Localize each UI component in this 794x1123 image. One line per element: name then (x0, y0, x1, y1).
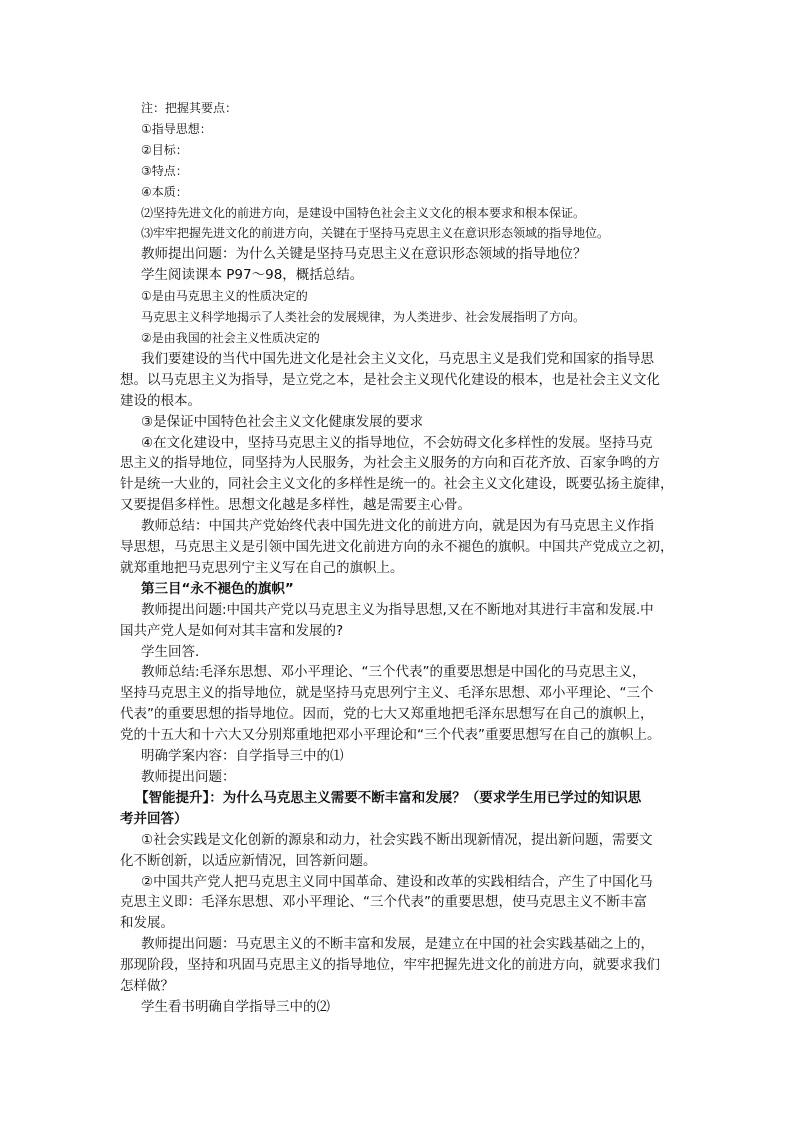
paragraph (141, 746, 681, 767)
paragraph (120, 433, 681, 517)
text-line: ⑵坚持先进文化的前进方向，是建设中国特色社会主义文化的根本要求和根本保证。 (141, 205, 586, 220)
paragraph-line: 克思主义即：毛泽东思想、邓小平理论、“三个代表”的重要思想，使马克思主义不断丰富 (120, 894, 647, 911)
paragraph-first-line: 我们要建设的当代中国先进文化是社会主义文化，马克思主义是我们党和国家的指导思 (141, 350, 654, 367)
paragraph-line: 想。以马克思主义为指导，是立党之本，是社会主义现代化建设的根本，也是社会主义文化 (120, 371, 660, 388)
paragraph-first-line: 教师提出问题：马克思主义的不断丰富和发展，是建立在中国的社会实践基础之上的， (141, 936, 654, 953)
paragraph-line: 思主义的指导地位，同坚持为人民服务，为社会主义服务的方向和百花齐放、百家争鸣的方 (120, 455, 660, 472)
paragraph-first-line: 教师提出问题： (141, 769, 236, 785)
text-line: ④本质： (141, 184, 188, 199)
paragraph-first-line: 明确学案内容：自学指导三中的⑴ (141, 748, 344, 765)
paragraph-first-line: 教师总结：中国共产党始终代表中国先进文化的前进方向，就是因为有马克思主义作指 (141, 518, 654, 535)
text-line: 教师提出问题：为什么关键是坚持马克思主义在意识形态领域的指导地位？ (141, 246, 587, 263)
paragraph-line: 怎样做？ (120, 978, 174, 995)
section-heading: 第三目“永不褪色的旗帜” (141, 580, 294, 597)
text-line: 学生阅读课本 P97～98，概括总结。 (141, 267, 364, 284)
paragraph (141, 642, 681, 663)
paragraph-line: 又要提倡多样性。思想文化越是多样性，越是需要主心骨。 (120, 497, 471, 514)
paragraph-first-line: 学生回答. (141, 643, 200, 660)
text-line: ⑶牢牢把握先进文化的前进方向，关键在于坚持马克思主义在意识形态领域的指导地位。 (141, 226, 610, 241)
text-line: 马克思主义科学地揭示了人类社会的发展规律，为人类进步、社会发展指明了方向。 (141, 310, 586, 325)
paragraph (120, 349, 681, 412)
paragraph (120, 934, 681, 997)
paragraph-line: 坚持马克思主义的指导地位，就是坚持马克思列宁主义、毛泽东思想、邓小平理论、“三个 (120, 685, 654, 702)
paragraph-line: 针是统一大业的，同社会主义文化的多样性是统一的。社会主义文化建设，既要弘扬主旋律， (120, 476, 674, 493)
paragraph-line: 和发展。 (120, 915, 174, 932)
text-line: ①是由马克思主义的性质决定的 (141, 289, 308, 304)
paragraph (120, 600, 681, 642)
paragraph (120, 662, 681, 746)
text-line: 注：把握其要点： (141, 101, 238, 115)
paragraph-first-line: ②中国共产党人把马克思主义同中国革命、建设和改革的实践相结合，产生了中国化马 (141, 873, 653, 890)
paragraph-line: 那现阶段，坚持和巩固马克思主义的指导地位，牢牢把握先进文化的前进方向，就要求我们 (120, 957, 660, 974)
paragraph-first-line: 教师提出问题:中国共产党以马克思主义为指导思想,又在不断地对其进行丰富和发展.中 (141, 601, 654, 618)
paragraph-first-line: 学生看书明确自学指导三中的⑵ (141, 998, 330, 1015)
paragraph-line: 代表”的重要思想的指导地位。因而，党的七大又郑重地把毛泽东思想写在自己的旗帜上， (120, 706, 654, 723)
paragraph-line: 考并回答） (120, 810, 188, 827)
paragraph-line: 党的十五大和十六大又分别郑重地把邓小平理论和“三个代表”重要思想写在自己的旗帜上。 (120, 727, 661, 744)
text-line: ②是由我国的社会主义性质决定的 (141, 330, 320, 345)
paragraph-line: 导思想，马克思主义是引领中国先进文化前进方向的永不褪色的旗帜。中国共产党成立之初， (120, 539, 674, 556)
paragraph-first-line: 教师总结:毛泽东思想、邓小平理论、“三个代表”的重要思想是中国化的马克思主义， (141, 664, 646, 681)
paragraph (141, 767, 681, 788)
paragraph-line: 国共产党人是如何对其丰富和发展的? (120, 622, 344, 639)
paragraph-line: 化不断创新，以适应新情况，回答新问题。 (120, 852, 377, 869)
text-line: ②目标： (141, 142, 188, 157)
paragraph (141, 412, 681, 433)
paragraph-highlight (120, 788, 681, 830)
text-line: ③特点： (141, 163, 188, 178)
document-body (120, 98, 681, 1018)
paragraph-first-line: ①社会实践是文化创新的源泉和动力，社会实践不断出现新情况，提出新问题，需要文 (141, 831, 653, 848)
paragraph-line: 就郑重地把马克思列宁主义写在自己的旗帜上。 (120, 559, 404, 576)
paragraph (120, 872, 681, 935)
text-line: ①指导思想： (141, 121, 212, 136)
paragraph (120, 516, 681, 579)
paragraph (141, 997, 681, 1018)
paragraph-first-line: 【智能提升】：为什么马克思主义需要不断丰富和发展？（要求学生用已学过的知识思 (135, 789, 642, 806)
paragraph (120, 830, 681, 872)
paragraph-first-line: ④在文化建设中，坚持马克思主义的指导地位，不会妨碍文化多样性的发展。坚持马克 (141, 434, 653, 451)
paragraph-first-line: ③是保证中国特色社会主义文化健康发展的要求 (141, 413, 424, 430)
paragraph-line: 建设的根本。 (120, 392, 201, 409)
